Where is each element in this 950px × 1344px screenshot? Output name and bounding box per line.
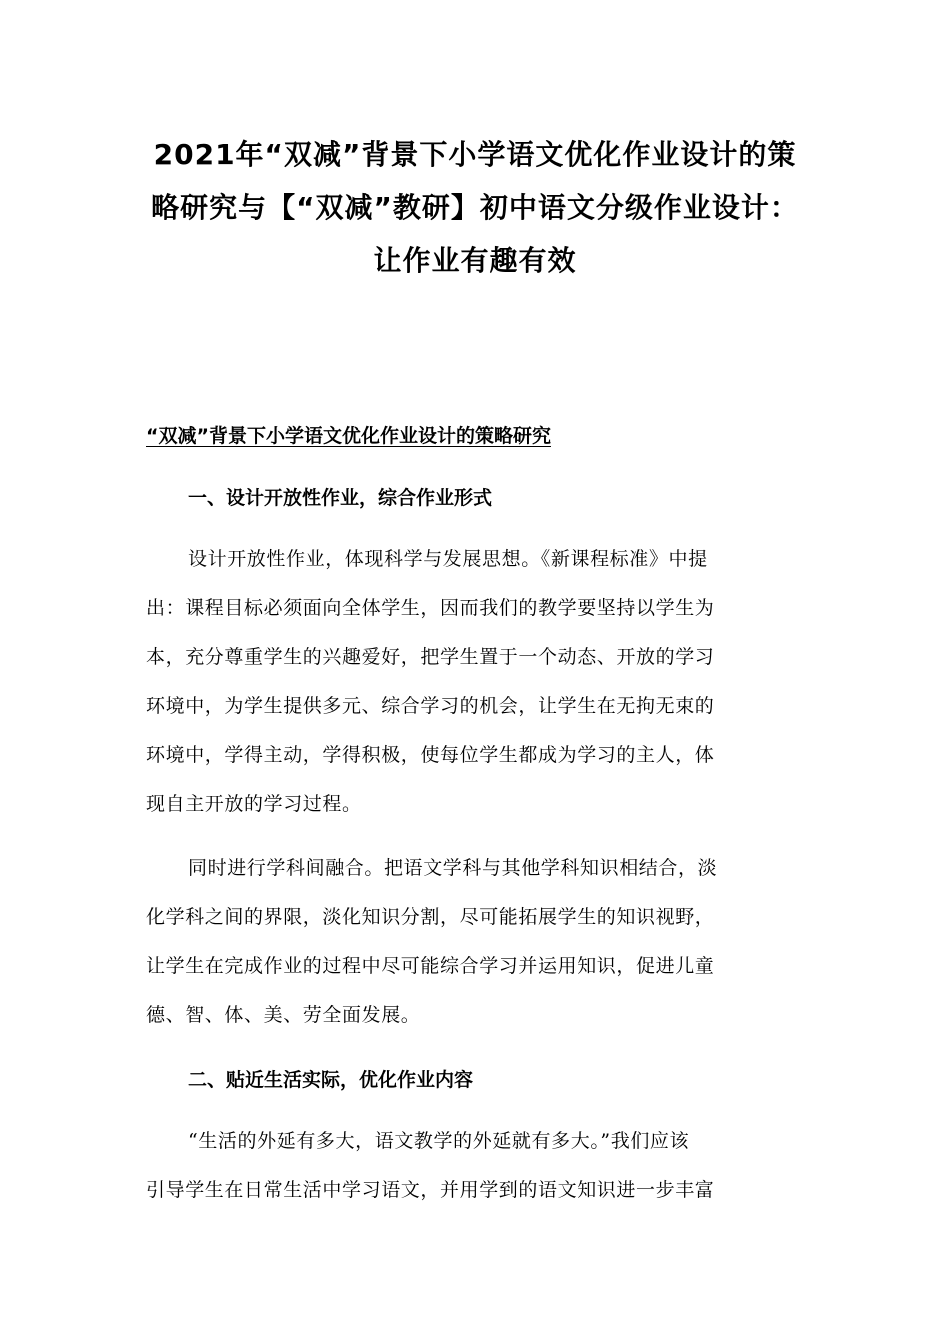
title-line: 2021年“双减”背景下小学语文优化作业设计的策 <box>153 138 797 171</box>
heading-one: 一、设计开放性作业，综合作业形式 <box>188 487 493 509</box>
paragraph-line: 让学生在完成作业的过程中尽可能综合学习并运用知识，促进儿童 <box>146 955 715 977</box>
paragraph-line: 环境中，为学生提供多元、综合学习的机会，让学生在无拘无束的 <box>146 695 715 717</box>
title-line: 让作业有趣有效 <box>373 244 577 277</box>
paragraph-line: 引导学生在日常生活中学习语文，并用学到的语文知识进一步丰富 <box>146 1179 715 1201</box>
paragraph-line: 现自主开放的学习过程。 <box>146 793 362 815</box>
paragraph-line: 本，充分尊重学生的兴趣爱好，把学生置于一个动态、开放的学习 <box>146 646 715 668</box>
section-title: “双减”背景下小学语文优化作业设计的策略研究 <box>146 425 551 447</box>
paragraph-three <box>146 1117 806 1215</box>
document-title <box>130 128 820 287</box>
paragraph-line: 德、智、体、美、劳全面发展。 <box>146 1004 421 1026</box>
heading-two: 二、贴近生活实际，优化作业内容 <box>188 1069 474 1091</box>
paragraph-line: “生活的外延有多大，语文教学的外延就有多大。”我们应该 <box>188 1130 690 1152</box>
paragraph-line: 同时进行学科间融合。把语文学科与其他学科知识相结合，淡 <box>188 857 718 879</box>
paragraph-line: 出：课程目标必须面向全体学生，因而我们的教学要坚持以学生为 <box>146 597 715 619</box>
paragraph-line: 化学科之间的界限，淡化知识分割，尽可能拓展学生的知识视野， <box>146 906 715 928</box>
paragraph-line: 设计开放性作业，体现科学与发展思想。《新课程标准》中提 <box>188 548 708 570</box>
paragraph-two <box>146 844 806 1040</box>
paragraph-line: 环境中，学得主动，学得积极，使每位学生都成为学习的主人，体 <box>146 744 715 766</box>
title-line: 略研究与【“双减”教研】初中语文分级作业设计： <box>151 191 799 224</box>
paragraph-one <box>146 535 806 829</box>
